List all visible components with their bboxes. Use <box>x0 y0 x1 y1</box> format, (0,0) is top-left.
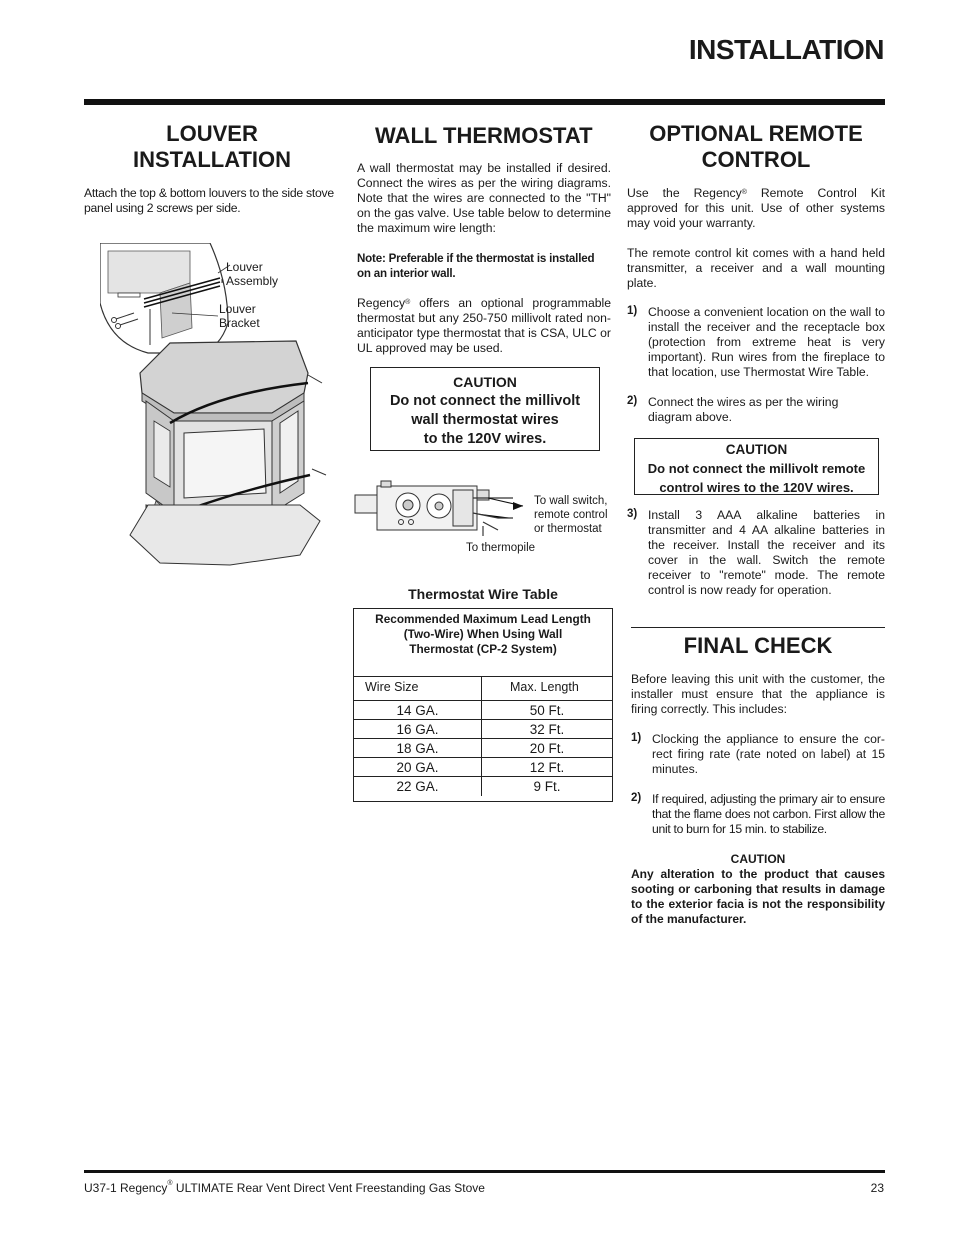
remote-step-3 <box>627 508 885 598</box>
list-item <box>631 792 885 837</box>
final-check-intro: Before leaving this unit with the customer, the installer must ensure that the appliance is firing correctly. This includes: <box>631 672 885 716</box>
table-row <box>354 777 612 796</box>
wall-switch-label-2: remote control <box>534 509 608 521</box>
remote-heading-line2: CONTROL <box>701 147 811 172</box>
wire-table-header <box>354 609 612 673</box>
louver-heading <box>84 121 340 173</box>
louver-assembly-label <box>226 260 278 288</box>
caution-line1: Do not connect the millivolt <box>389 393 581 409</box>
list-item <box>627 508 885 598</box>
caution-line3: to the 120V wires. <box>423 431 547 447</box>
thermostat-para2 <box>357 296 611 356</box>
wire-table-grid <box>354 676 612 796</box>
remote-caution-box <box>634 438 879 495</box>
louver-instructions: Attach the top & bottom louvers to the side stove panel using 2 screws per side. <box>84 186 334 215</box>
step-text: Install 3 AAA alkaline batteries in transmitter and 4 AA alkaline batteries in the receiver. Install the receiver and its cover in the wall. Switch the remote receiver to "remote" mode. The remote control is now ready for operation. <box>648 508 885 597</box>
final-check-heading: FINAL CHECK <box>683 633 833 658</box>
table-row <box>354 720 612 739</box>
table-row <box>354 739 612 758</box>
wire-table-header-line2: (Two-Wire) When Using Wall <box>403 627 563 641</box>
list-item <box>631 732 885 777</box>
list-item <box>627 305 885 380</box>
registered-mark: ® <box>167 1180 173 1187</box>
louver-heading-line1: LOUVER <box>166 121 258 146</box>
remote-heading-line1: OPTIONAL REMOTE <box>649 121 863 146</box>
wall-switch-label <box>534 494 608 536</box>
louver-assembly-label-1: Louver <box>226 260 263 274</box>
step-number: 2) <box>627 395 638 407</box>
thermostat-caution-box <box>370 367 600 451</box>
max-length-cell: 12 Ft. <box>482 758 613 777</box>
remote-para1-b: Remote Control Kit approved for this unit. Use of other systems may void your warranty. <box>627 186 885 230</box>
final-check-rule <box>631 627 885 628</box>
wire-table <box>353 608 613 802</box>
registered-mark: ® <box>741 189 747 196</box>
wire-size-cell: 16 GA. <box>354 720 482 739</box>
remote-para1 <box>627 186 885 231</box>
louver-assembly-label-2: Assembly <box>226 274 279 288</box>
gas-valve-diagram <box>353 478 618 558</box>
brand-name: Regency <box>357 296 406 310</box>
thermopile-label: To thermopile <box>466 542 536 554</box>
thermostat-para2-text: offers an optional programmable thermostat but any 250-750 millivolt rated non-anticipator type thermostat that is CSA, ULC or UL approved may be used. <box>357 296 611 355</box>
louver-bracket-label <box>219 302 260 330</box>
louver-bracket-label-2: Bracket <box>219 316 260 330</box>
thermostat-para1: A wall thermostat may be installed if desired. Connect the wires as per the wiring diagrams. Note that the wires are connected to the "TH" on the gas valve. Use table below to determine the maximum wire length: <box>357 161 611 235</box>
page-number: 23 <box>870 1181 884 1195</box>
page-title: INSTALLATION <box>688 34 884 65</box>
remote-para1-a: Use the Regency <box>627 186 742 200</box>
table-row <box>354 758 612 777</box>
remote-para2: The remote control kit comes with a hand held transmitter, a receiver and a wall mounting plate. <box>627 246 885 290</box>
step-number: 3) <box>627 508 638 520</box>
table-row <box>354 701 612 720</box>
wire-size-cell: 20 GA. <box>354 758 482 777</box>
caution-line2: wall thermostat wires <box>411 412 559 428</box>
max-length-column-header: Max. Length <box>482 677 613 698</box>
final-caution-title: CAUTION <box>730 852 786 866</box>
wire-size-column-header: Wire Size <box>354 677 482 698</box>
caution-title: CAUTION <box>725 442 788 457</box>
wire-table-header-line1: Recommended Maximum Lead Length <box>375 612 591 626</box>
footer-rule <box>84 1170 885 1173</box>
caution-line2: control wires to the 120V wires. <box>659 480 854 495</box>
remote-heading <box>627 121 885 173</box>
max-length-cell: 32 Ft. <box>482 720 613 739</box>
louver-diagram <box>100 243 340 573</box>
footer-doc-title-a: U37-1 Regency <box>84 1181 168 1195</box>
max-length-cell: 20 Ft. <box>482 739 613 758</box>
wire-table-title: Thermostat Wire Table <box>408 586 558 602</box>
footer-doc-title-b: ULTIMATE Rear Vent Direct Vent Freestanding Gas Stove <box>172 1181 485 1195</box>
wire-size-cell: 22 GA. <box>354 777 482 796</box>
max-length-cell: 50 Ft. <box>482 701 613 720</box>
wire-size-cell: 18 GA. <box>354 739 482 758</box>
step-text: Choose a convenient location on the wall to install the receiver and the receptacle box (protection from extreme heat is very important). Run wires from the fireplace to that location, use Thermostat Wire Table. <box>648 305 885 379</box>
wall-switch-label-3: or thermostat <box>534 523 602 535</box>
wall-switch-label-1: To wall switch, <box>534 495 608 507</box>
final-caution-body: Any alteration to the product that causes sooting or carboning that results in damage to the exterior facia is not the responsibility of the manufacturer. <box>631 867 885 926</box>
step-text: Clocking the appliance to ensure the cor-rect firing rate (rate noted on label) at 15 minutes. <box>652 732 885 776</box>
header-rule <box>84 99 885 105</box>
list-item <box>627 395 885 425</box>
thermostat-heading: WALL THERMOSTAT <box>375 123 593 148</box>
max-length-cell: 9 Ft. <box>482 777 613 796</box>
registered-mark: ® <box>405 299 411 306</box>
footer-doc-title <box>84 1181 485 1195</box>
caution-line1: Do not connect the millivolt remote <box>647 461 866 476</box>
louver-heading-line2: INSTALLATION <box>132 147 292 172</box>
stove-illustration <box>100 243 340 573</box>
step-text: If required, adjusting the primary air to ensure that the flame does not carbon. First allow the unit to burn for 15 min. to stabilize. <box>652 792 885 836</box>
caution-title: CAUTION <box>453 374 517 390</box>
louver-bracket-label-1: Louver <box>219 302 256 316</box>
final-check-steps <box>631 732 885 837</box>
step-text: Connect the wires as per the wiring diagram above. <box>648 395 839 424</box>
step-number: 2) <box>631 792 642 804</box>
step-number: 1) <box>627 305 638 317</box>
wire-size-cell: 14 GA. <box>354 701 482 720</box>
step-number: 1) <box>631 732 642 744</box>
wire-table-header-line3: Thermostat (CP-2 System) <box>409 642 557 656</box>
thermostat-note: Note: Preferable if the thermostat is installed on an interior wall. <box>357 252 595 280</box>
remote-steps <box>627 305 885 425</box>
wire-table-column-headers <box>354 677 612 698</box>
